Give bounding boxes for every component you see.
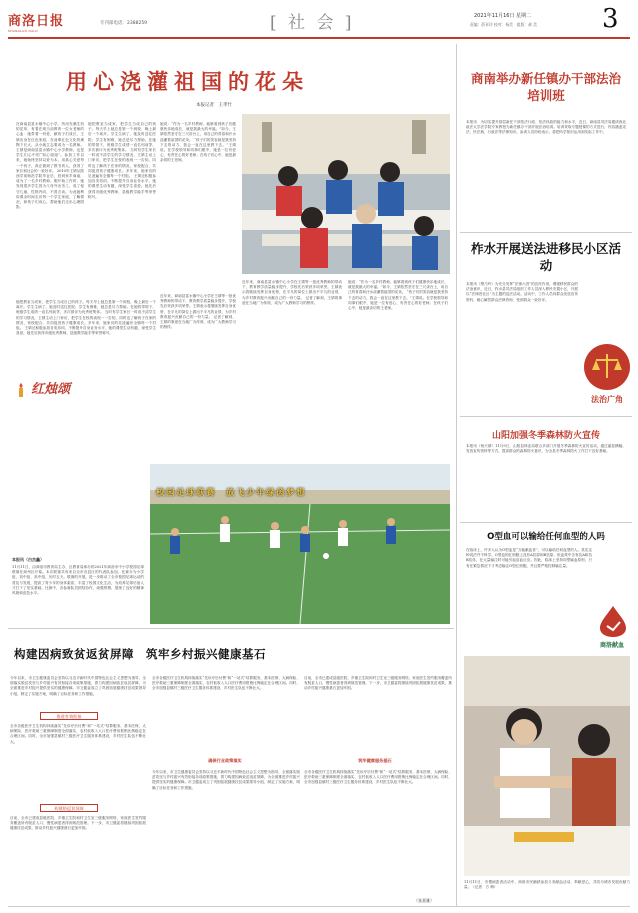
main-article-col3b: 近年来，商南县富水镇中心小学在王婧等一批优秀教师的带动下，教育教学质量稳步提升，学校先后荣获多项荣誉。王婧表示将继续发挥自身优势，在平凡的岗位上做出不平凡的业绩，为乡村教育振兴贡献自己的一份力量。 记者了解到，王婧的事迹在当地广为传颂，成为广大教师学习的榜样。 [160, 294, 236, 330]
classroom-photo-drawing [242, 114, 450, 274]
classroom-photo [242, 114, 450, 274]
section-title: [ 社 会 ] [270, 13, 355, 33]
health-col2: 全市各级医疗卫生机构持续落实“先诊疗后付费”和“一站式”结算服务，基本医保、大病保险、医疗救助三重保障制度全面落实，农村低收入人口医疗费用报销比例稳定在合理区间。同时，全市加强县镇村三级医疗卫生服务体系建设，乡村医生队伍不断壮大。 [152, 676, 300, 691]
right-article4-text: 在临床上，许多人认为O型血是“万能献血者”，可以输给任何血型的人。其实这种说法并不科学。O型血的红细胞上没有A抗原和B抗原，但血浆中含有抗A和抗B抗体，在大量输注时可能引起溶血反应。因此，临床上坚持同型输血原则，只有在紧急情况下才考虑输注O型红细胞，并且要严格控制输注量。 [466, 548, 592, 568]
health-col1: 今年以来，市卫生健康委员会坚持以习近平新时代中国特色社会主义思想为指导，全面落实脱贫攻坚与乡村振兴有效衔接各项政策措施，着力构建因病致贫返贫屏障，为全面推进乡村振兴提供坚实的健康保障。市卫健委成立了巩固拓展健康扶贫成果领导小组，制定了实施方案，明确了目标任务和工作措施。 [10, 676, 146, 696]
blood-donation-label: 商洛献血 [599, 642, 624, 649]
football-text-block [12, 546, 144, 624]
right-article3-title: 山阳加强冬季森林防火宣传 [491, 431, 600, 441]
main-article-col3: 她说：“作为一名乡村教师，能够看到孩子们健康快乐地成长，就是我最大的幸福。”如今，王婧依然坚守在三尺讲台上，用自己的青春和汗水浇灌着祖国的花朵。 “孩子们的笑容就是我坚持下去的动力，我会一直在这里教下去。”王婧说。在学校领导和同事们眼中，她是一位有爱心、有责任心的好老师；在孩子们心中，她是最亲切的王老师。 [160, 122, 236, 163]
health-col2b: 今年以来，市卫生健康委员会坚持以习近平新时代中国特色社会主义思想为指导，全面落实脱贫攻坚与乡村振兴有效衔接各项政策措施，着力构建因病致贫返贫屏障，为全面推进乡村振兴提供坚实的健康保障。市卫健委成立了巩固拓展健康扶贫成果领导小组，制定了实施方案，明确了目标任务和工作措施。 [152, 770, 300, 790]
main-article-col5: 她说：“作为一名乡村教师，能够看到孩子们健康快乐地成长，就是我最大的幸福。”如今，王婧依然坚守在三尺讲台上，用自己的青春和汗水浇灌着祖国的花朵。 “孩子们的笑容就是我坚持下去的动力，我会一直在这里教下去。”王婧说。在学校领导和同事们眼中，她是一位有爱心、有责任心的好老师；在孩子们心中，她是最亲切的王老师。 [348, 280, 448, 311]
candle-icon [16, 382, 26, 396]
column-divider [456, 44, 457, 906]
main-article-col4: 近年来，商南县富水镇中心小学在王婧等一批优秀教师的带动下，教育教学质量稳步提升，学校先后荣获多项荣誉。王婧表示将继续发挥自身优势，在平凡的岗位上做出不平凡的业绩，为乡村教育振兴贡献自己的一份力量。 记者了解到，王婧的事迹在当地广为传颂，成为广大教师学习的榜样。 [242, 280, 342, 305]
hotline-label: 专刊部电话： [100, 21, 127, 26]
football-photo [150, 464, 450, 624]
hotline-number: 2388259 [127, 21, 148, 26]
health-article-title: 构建因病致贫返贫屏障 筑牢乡村振兴健康基石 [14, 647, 266, 661]
red-section-text: 红烛颂 [31, 382, 71, 397]
scales-icon [584, 344, 630, 390]
main-article-col1b: 她把教室当成家，把学生当成自己的孩子。每天早上她总是第一个到校，晚上最后一个离开。学生生病了，她及时送往医院；学生有困难，她总是尽力帮助。在她的带领下，班级学生成绩一直名列前茅，多次被评为优秀班集体。 当时有学生家长一时说不清学生的学习情况，王婧主动上门家访，把学生在校的表现一一告知，同时也了解孩子在家的情况，家校配合，共同促进孩子健康成长。多年来，她家访的足迹遍布全镇每一个村组。 王婧还积极参加各类培训，不断提升自身业务水平，她的课堂生动有趣，深受学生喜爱。她先后获得市级优秀教师、县级教学能手等荣誉称号。 [16, 300, 156, 336]
health-col3b: 全市各级医疗卫生机构持续落实“先诊疗后付费”和“一站式”结算服务，基本医保、大病保险、医疗救助三重保障制度全面落实，农村低收入人口医疗费用报销比例稳定在合理区间。同时，全市加强县镇村三级医疗卫生服务体系建设，乡村医生队伍不断壮大。 [304, 770, 452, 785]
football-byline: 本报讯（白杰鑫） [12, 557, 44, 562]
right-divider-2 [460, 416, 632, 417]
right-divider-1 [460, 232, 632, 233]
health-col3: 目前，全市已建成县级医院、乡镇卫生院和村卫生室三级服务网络，家庭医生签约服务覆盖所有脱贫人口，慢性病患者得到规范管理。下一步，市卫健委将继续巩固拓展健康扶贫成果，推动乡村振兴健康基石更加牢固。 [304, 676, 452, 691]
right-column [460, 44, 632, 906]
right-divider-3 [460, 522, 632, 523]
right-article2-text: 本报讯（樊乃玲）为充分发挥“法律六进”的宣传作用，增强移民群众的法治意识，近日，柞水县司法局组织工作人员深入移民安置小区，开展以“法律进社区”为主题的送法活动。活动中，工作人员向群众发放宣传资料，耐心解答群众法律咨询，受到群众一致好评。 [466, 282, 578, 302]
main-article-col2: 她把教室当成家，把学生当成自己的孩子。每天早上她总是第一个到校，晚上最后一个离开。学生生病了，她及时送往医院；学生有困难，她总是尽力帮助。在她的带领下，班级学生成绩一直名列前茅，多次被评为优秀班集体。 当时有学生家长一时说不清学生的学习情况，王婧主动上门家访，把学生在校的表现一一告知，同时也了解孩子在家的情况，家校配合，共同促进孩子健康成长。多年来，她家访的足迹遍布全镇每一个村组。 王婧还积极参加各类培训，不断提升自身业务水平，她的课堂生动有趣，深受学生喜爱。她先后获得市级优秀教师、县级教学能手等荣誉称号。 [88, 122, 156, 199]
main-article-col1: 在商南县富水镇中心小学，所用充满生机的花草，有着在现当前教育一位女老师的心血：她带着一份爱，献孩子们成长，王婧出身在红色家庭，在前辈红色文化的熏陶下长大，从小就立志要成为一名教师。 王婧是商南县富水镇中心小学教师，也是学生们心中的“知心姐姐”。参加工作以来，她始终坚持以爱为本，用真心关爱每一个孩子，真正做到了教书育人，获得了家长和社会的一致好评。 2010年王婧从陕西学前师范学院毕业后，回到家乡商南，成为了一名乡村教师。刚开始工作时，她发现很多学生因为父母外出务工，成了留守儿童，性格内向，不善言谈。为此她利用课余时间走访每一个学生家庭，了解情况，和孩子们谈心，帮助他们走出心理阴影。 [16, 122, 84, 210]
footer-rule [8, 906, 630, 907]
blood-donation-caption: 11月11日，市慢病患者活动中，商洛市民踊跃参加义务献血活动，奉献爱心，共同为城市发展贡献力量。（记者 方 梅） [464, 880, 630, 890]
page-number: 3 [602, 4, 619, 34]
blood-donation-drawing [464, 656, 630, 876]
masthead [8, 6, 630, 36]
subhead-effective-link: 推进有效衔接 [40, 712, 98, 720]
subhead-anti-poverty-barrier: 构建防返贫屏障 [40, 804, 98, 812]
red-section-label [16, 378, 70, 397]
football-caption-title: 校园足球联赛 放飞少年绿茵梦想 [156, 488, 307, 498]
blood-drop-icon [596, 604, 630, 638]
subhead-policy-implementation: 确保行业政策落实 [208, 758, 242, 763]
right-article1-title: 商南举办新任镇办干部法治培训班 [470, 71, 621, 103]
right-article1-text: 本报讯 为切实提升基层新任干部依法行政、依法执政的能力和水平，近日，商南县司法局邀请西北政法大学法学院专家教授为新任镇办干部开展法治培训。培训采取专题授课的方式进行，内容涵盖宪法、民法典、行政法等法律知识。参训人员纷纷表示，将把所学知识运用到实际工作中。 [466, 120, 626, 135]
main-article-title: 用心浇灌祖国的花朵 [66, 70, 309, 94]
right-article2-title: 柞水开展送法进移民小区活动 [470, 241, 621, 273]
football-text: 11月11日，由商洛市教育局主办、区教育局承办的2021年商洛市中小学校园足球联赛在商州区开幕。本次联赛共有来自全市各县区的代表队参加，比赛分为小学组、初中组、高中组，历时五天。联赛的开展，进一步推动了全市校园足球运动的普及与发展，提高了青少年的身体素质，丰富了校园文化生活，为培养足球后备人才打下了坚实基础。比赛中，各参赛队员团结协作、顽强拼搏，展现了良好的精神风貌和竞技水平。 [12, 565, 144, 596]
editors: 责编：薛亚玲 校对：杨美 组版：郝 美 [470, 22, 537, 27]
law-corner-badge [584, 344, 630, 390]
right-article3-text: 本报讯（杨天婧）11月9日，山阳县林业局联合多部门开展冬季森林防火宣传活动，通过悬挂横幅、发放宣传资料等方式，提高群众的森林防火意识，为全县冬季森林防火工作打下良好基础。 [466, 444, 626, 454]
blood-donation-badge [596, 604, 630, 638]
health-divider [8, 628, 454, 629]
main-article [8, 44, 454, 464]
health-signoff: （张嘉雅） [414, 898, 434, 903]
law-corner-label: 法治广角 [591, 395, 623, 404]
main-article-byline: 本报记者 王孝竹 [196, 103, 232, 108]
logo-en: SHANGLUO DAILY [8, 29, 39, 33]
right-article4-title: O型血可以输给任何血型的人吗 [487, 532, 605, 542]
subhead-health-foundation: 筑牢健康服务基石 [358, 758, 392, 763]
masthead-rule [8, 37, 630, 39]
newspaper-logo [8, 10, 68, 33]
hotline [100, 20, 147, 26]
blood-donation-photo [464, 656, 630, 876]
issue-date: 2021年11月16日 星期二 [474, 13, 532, 19]
health-col1b: 全市各级医疗卫生机构持续落实“先诊疗后付费”和“一站式”结算服务，基本医保、大病保险、医疗救助三重保障制度全面落实，农村低收入人口医疗费用报销比例稳定在合理区间。同时，全市加强县镇村三级医疗卫生服务体系建设，乡村医生队伍不断壮大。 [10, 724, 146, 744]
logo-text: 商洛日报 [8, 14, 65, 29]
health-col1c: 目前，全市已建成县级医院、乡镇卫生院和村卫生室三级服务网络，家庭医生签约服务覆盖所有脱贫人口，慢性病患者得到规范管理。下一步，市卫健委将继续巩固拓展健康扶贫成果，推动乡村振兴健康基石更加牢固。 [10, 816, 146, 831]
